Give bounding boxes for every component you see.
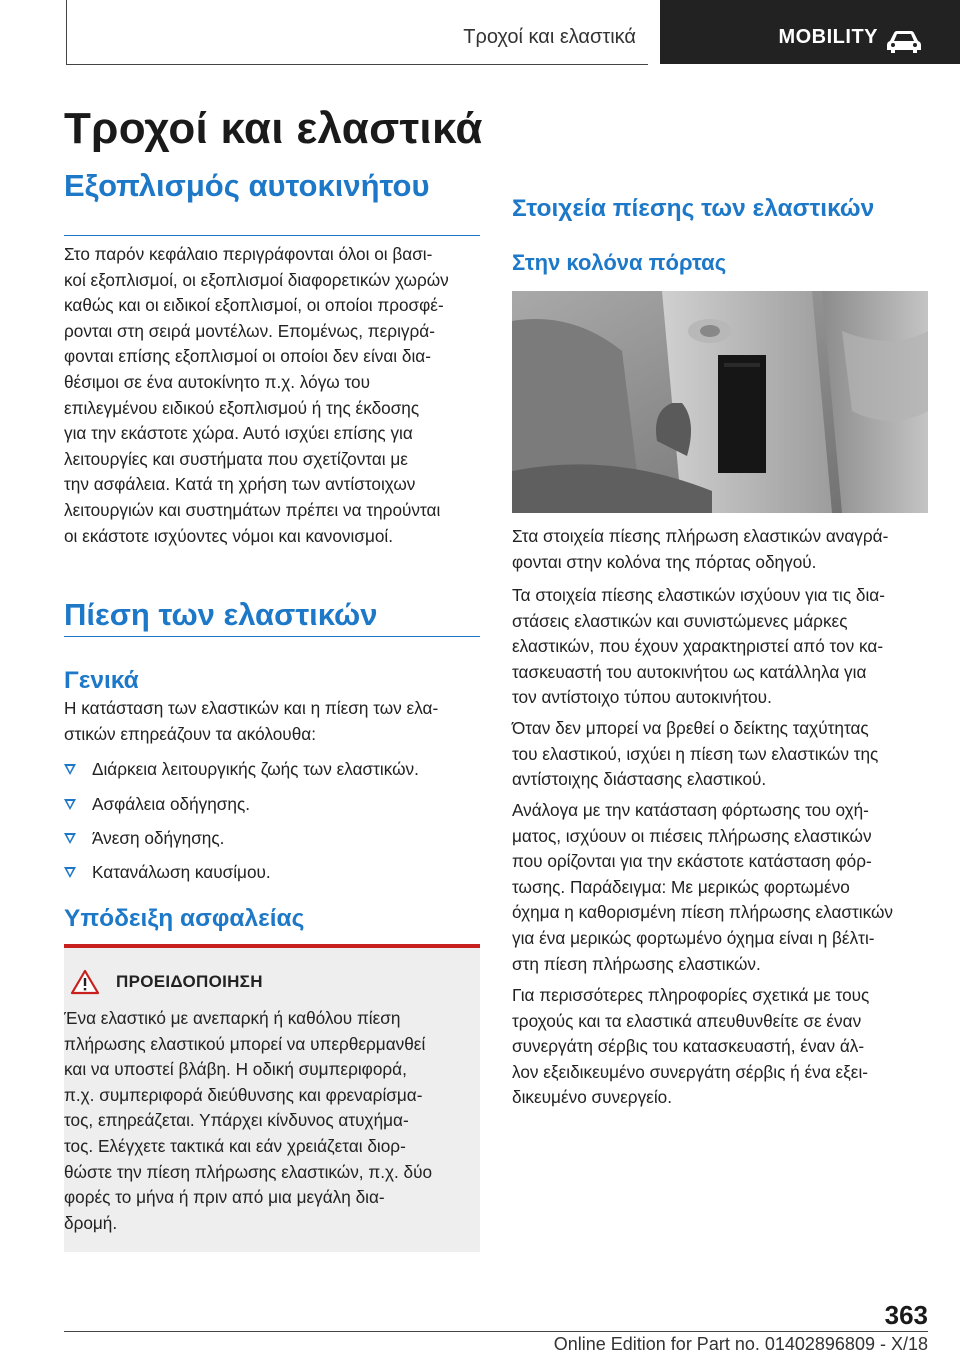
triangle-bullet-icon: [64, 867, 76, 878]
text-line: τος, επηρεάζεται. Υπάρχει κίνδυνος ατυχήμα-: [64, 1110, 409, 1131]
page-title: Τροχοί και ελαστικά: [64, 104, 483, 153]
text-line: Ανάλογα με την κατάσταση φόρτωσης του οχή-: [512, 800, 869, 820]
triangle-bullet-icon: [64, 799, 76, 810]
text-line: ματος, ισχύουν οι πιέσεις πλήρωσης ελαστικών: [512, 825, 872, 846]
general-paragraph: [64, 696, 478, 747]
warning-title: ΠΡΟΕΙΔΟΠΟΙΗΣΗ: [116, 972, 263, 991]
text-line: στικών επηρεάζουν τα ακόλουθα:: [64, 723, 316, 744]
equipment-heading: Εξοπλισμός αυτοκινήτου: [64, 168, 430, 203]
text-line: λον εξειδικευμένο συνεργάτη σέρβις ή ένα εξει-: [512, 1061, 869, 1082]
text-line: για την εκάστοτε χώρα. Αυτό ισχύει επίσης για: [64, 423, 413, 444]
warning-text: [64, 1006, 478, 1236]
text-line: όχημα η καθορισμένη πίεση πλήρωσης ελαστικών: [512, 902, 894, 923]
text-line: Στο παρόν κεφάλαιο περιγράφονται όλοι οι βασι-: [64, 244, 433, 264]
equipment-paragraph: [64, 242, 478, 549]
text-line: θέσιμοι σε ένα αυτοκίνητο π.χ. λόγω του: [64, 371, 370, 392]
text-line: καθώς και οι ειδικοί εξοπλισμοί, οι οποίοι προσφέ-: [64, 295, 444, 316]
text-line: φονται επίσης εξοπλισμοί οι οποίοι δεν είναι δια-: [64, 346, 431, 367]
text-line: στάσεις ελαστικών και συνιστώμενες μάρκες: [512, 610, 848, 631]
text-line: Τα στοιχεία πίεσης ελαστικών ισχύουν για τις δια-: [512, 585, 885, 605]
door-pillar-tyre-label-photo: [512, 291, 928, 513]
text-line: θώστε την πίεση πλήρωσης ελαστικών, π.χ. δύο: [64, 1161, 433, 1182]
equipment-heading-rule: [64, 235, 480, 236]
car-icon: [884, 29, 924, 55]
text-line: Η κατάσταση των ελαστικών και η πίεση των ελα-: [64, 698, 439, 718]
text-line: λειτουργίες και συστήματα που σχετίζονται με: [64, 448, 408, 469]
right-paragraph-2: [512, 583, 926, 711]
safety-note-heading: Υπόδειξη ασφαλείας: [64, 905, 305, 932]
triangle-bullet-icon: [64, 764, 76, 775]
text-line: του ελαστικού, ισχύει η πίεση των ελαστικών της: [512, 743, 879, 764]
right-paragraph-3: [512, 716, 926, 793]
tyre-pressure-data-heading: Στοιχεία πίεσης των ελαστικών: [512, 195, 875, 222]
header-section-title: Τροχοί και ελαστικά: [463, 26, 636, 48]
text-line: Στα στοιχεία πίεσης πλήρωση ελαστικών αναγρά-: [512, 526, 889, 546]
general-heading: Γενικά: [64, 667, 139, 694]
text-line: κοί εξοπλισμοί, οι εξοπλισμοί διαφορετικών χωρών: [64, 269, 449, 290]
text-line: ρονται στη σειρά μοντέλων. Επομένως, περιγρά-: [64, 320, 435, 341]
text-line: τωσης. Παράδειγμα: Με μερικώς φορτωμένο: [512, 876, 850, 897]
text-line: αντίστοιχης διάστασης ελαστικού.: [512, 769, 767, 790]
text-line: φορές το μήνα ή πριν από μια μεγάλη δια-: [64, 1187, 385, 1208]
text-line: Όταν δεν μπορεί να βρεθεί ο δείκτης ταχύτητας: [512, 718, 869, 738]
tyre-pressure-heading: Πίεση των ελαστικών: [64, 597, 378, 632]
footer-edition: Online Edition for Part no. 01402896809 - X/18: [553, 1334, 928, 1354]
text-line: δικευμένο συνεργείο.: [512, 1087, 672, 1108]
text-line: τον αντίστοιχο τύπου αυτοκινήτου.: [512, 687, 772, 708]
text-line: πλήρωσης ελαστικού μπορεί να υπερθερμανθεί: [64, 1033, 426, 1054]
text-line: φονται στην κολόνα της πόρτας οδηγού.: [512, 551, 817, 572]
text-line: ελαστικών, που έχουν χαρακτηριστεί από τον κα-: [512, 636, 884, 657]
right-paragraph-5: [512, 983, 926, 1111]
text-line: τος. Ελέγχετε τακτικά και εάν χρειάζεται διορ-: [64, 1135, 406, 1156]
text-line: και να υποστεί βλάβη. Η οδική συμπεριφορά,: [64, 1059, 407, 1080]
warning-triangle-icon: [70, 969, 100, 995]
text-line: π.χ. συμπεριφορά διεύθυνσης και φρεναρίσμα-: [64, 1084, 423, 1105]
text-line: λειτουργιών και συστημάτων πρέπει να τηρούνται: [64, 499, 441, 520]
text-line: Ένα ελαστικό με ανεπαρκή ή καθόλου πίεση: [64, 1008, 401, 1028]
triangle-bullet-icon: [64, 833, 76, 844]
text-line: οι εκάστοτε ισχύοντες νόμοι και κανονισμοί.: [64, 525, 394, 546]
text-line: τροχούς και τα ελαστικά απευθυνθείτε σε έναν: [512, 1010, 862, 1031]
right-paragraph-1: [512, 524, 926, 575]
text-line: επιλεγμένου ειδικού εξοπλισμού ή της έκδοσης: [64, 397, 420, 418]
text-line: που ορίζονται για την εκάστοτε κατάσταση φόρ-: [512, 851, 872, 872]
footer-rule: [64, 1331, 928, 1332]
text-line: για ένα μερικώς φορτωμένο όχημα είναι η βέλτι-: [512, 927, 875, 948]
text-line: τασκευαστή του αυτοκινήτου ως κατάλληλα για: [512, 661, 867, 682]
text-line: την ασφάλεια. Κατά τη χρήση των αντίστοιχων: [64, 474, 416, 495]
header-bottom-rule: [66, 64, 648, 65]
header-chapter-label: MOBILITY: [778, 26, 878, 48]
text-line: δρομή.: [64, 1212, 118, 1233]
page-number: 363: [884, 1300, 928, 1330]
tyre-pressure-heading-rule: [64, 636, 480, 637]
right-paragraph-4: [512, 798, 926, 977]
text-line: Για περισσότερες πληροφορίες σχετικά με τους: [512, 985, 870, 1005]
door-pillar-subheading: Στην κολόνα πόρτας: [512, 250, 727, 275]
text-line: συνεργάτη σέρβις του κατασκευαστή, έναν άλ-: [512, 1036, 865, 1057]
text-line: στη πίεση πλήρωσης ελαστικών.: [512, 953, 761, 974]
